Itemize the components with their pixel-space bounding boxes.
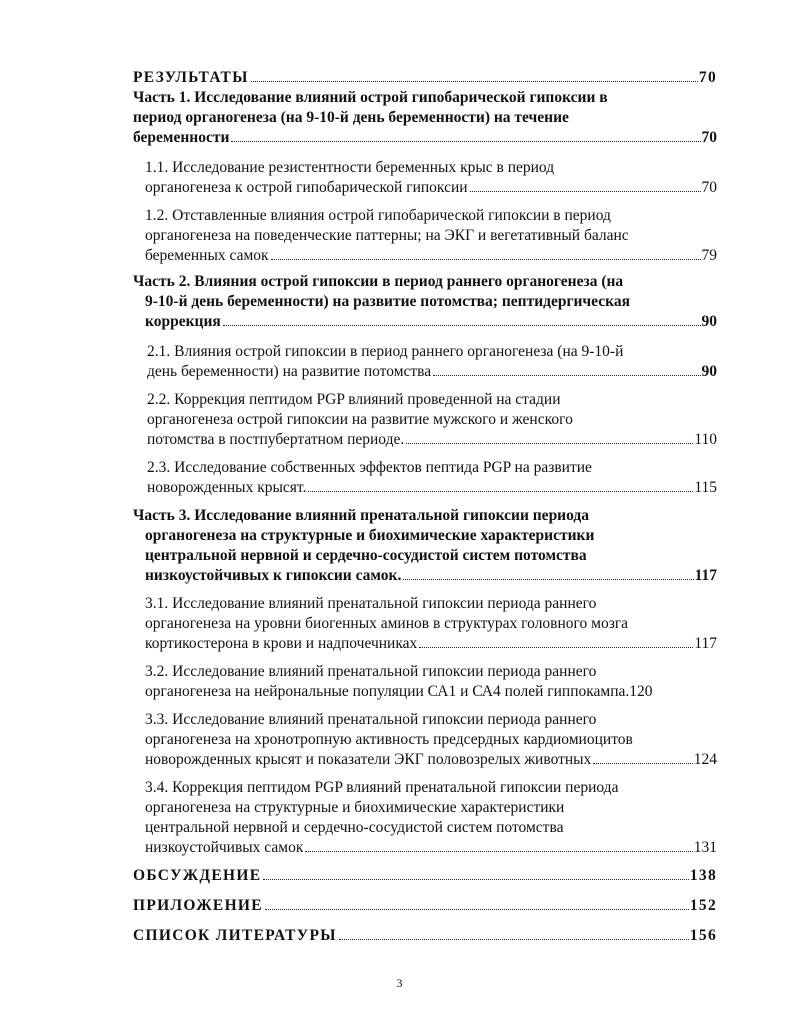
toc-page: 79 <box>701 247 717 264</box>
toc-section-3-3[interactable] <box>133 710 717 770</box>
toc-label: органогенеза к острой гипобарической гипоксии <box>145 179 468 196</box>
dot-leader <box>419 647 693 648</box>
toc-line: 2.3. Исследование собственных эффектов пептида PGP на развитие <box>147 459 592 476</box>
toc-page: 138 <box>689 867 717 884</box>
toc-page: 110 <box>694 431 717 448</box>
toc-page: 156 <box>689 927 717 944</box>
toc-page: 70 <box>701 129 717 146</box>
toc-line: 3.4. Коррекция пептидом PGP влияний пренатальной гипоксии периода <box>145 779 619 796</box>
toc-page: 124 <box>693 751 717 768</box>
toc-section-1-1[interactable] <box>133 158 717 198</box>
toc-line: Часть 1. Исследование влияний острой гипобарической гипоксии в <box>133 89 608 106</box>
toc-page: 90 <box>701 313 717 330</box>
toc-label: кортикостерона в крови и надпочечниках <box>145 635 418 652</box>
dot-leader <box>308 491 693 492</box>
dot-leader <box>403 579 693 580</box>
toc-line: центральной нервной и сердечно-сосудистой систем потомства <box>145 547 587 564</box>
toc-line: центральной нервной и сердечно-сосудистой систем потомства <box>145 819 564 836</box>
dot-leader <box>223 325 701 326</box>
toc-label: беременности <box>133 129 230 146</box>
toc-line: 2.2. Коррекция пептидом PGP влияний проведенной на стадии <box>147 391 561 408</box>
toc-line: органогенеза на поведенческие паттерны; на ЭКГ и вегетативный баланс <box>145 227 629 244</box>
toc-line: 2.1. Влияния острой гипоксии в период раннего органогенеза (на 9-10-й <box>147 343 624 360</box>
toc-results[interactable] <box>133 68 717 88</box>
toc-line: органогенеза острой гипоксии на развитие мужского и женского <box>147 411 573 428</box>
toc-line: Часть 3. Исследование влияний пренатальной гипоксии периода <box>133 507 590 524</box>
toc-section-1-2[interactable] <box>133 206 717 266</box>
toc-page: 70 <box>701 179 717 196</box>
toc-label: РЕЗУЛЬТАТЫ <box>133 69 249 86</box>
toc-page: 70 <box>698 69 717 86</box>
toc-section-3-1[interactable] <box>133 594 717 654</box>
dot-leader <box>339 939 689 940</box>
toc-discussion[interactable] <box>133 866 717 886</box>
toc-section-2-3[interactable] <box>133 458 717 498</box>
toc-label: коррекция <box>145 313 221 330</box>
toc-line: 3.1. Исследование влияний пренатальной гипоксии периода раннего <box>145 595 597 612</box>
toc-page: 90 <box>701 363 717 380</box>
dot-leader <box>470 191 701 192</box>
toc-line: период органогенеза (на 9-10-й день беременности) на течение <box>133 109 569 126</box>
toc-section-3-4[interactable] <box>133 778 717 858</box>
dot-leader <box>265 909 689 910</box>
toc-line: Часть 2. Влияния острой гипоксии в период раннего органогенеза (на <box>133 273 624 290</box>
toc-page: 117 <box>694 567 717 584</box>
toc-page: 131 <box>693 839 717 856</box>
dot-leader <box>263 879 689 880</box>
toc-label: низкоустойчивых к гипоксии самок. <box>145 567 402 584</box>
page-number: 3 <box>396 976 403 990</box>
toc-section-2-1[interactable] <box>133 342 717 382</box>
toc-label: низкоустойчивых самок <box>145 839 304 856</box>
toc-label: СПИСОК ЛИТЕРАТУРЫ <box>133 927 337 944</box>
dot-leader <box>593 763 692 764</box>
toc-line: органогенеза на уровни биогенных аминов в структурах головного мозга <box>145 615 629 632</box>
toc-line: 9-10-й день беременности) на развитие потомства; пептидергическая <box>145 293 630 310</box>
toc-label: день беременности) на развитие потомства <box>147 363 432 380</box>
table-of-contents <box>133 68 717 946</box>
dot-leader <box>406 443 693 444</box>
toc-part3[interactable] <box>133 506 717 586</box>
toc-line: 1.1. Исследование резистентности беременных крыс в период <box>145 159 555 176</box>
toc-section-2-2[interactable] <box>133 390 717 450</box>
dot-leader <box>305 851 692 852</box>
toc-page: 152 <box>689 897 717 914</box>
toc-page: 115 <box>694 479 717 496</box>
toc-page: 120 <box>629 683 653 700</box>
dot-leader <box>271 259 701 260</box>
toc-page: 117 <box>694 635 717 652</box>
dot-leader <box>231 141 700 142</box>
toc-line: органогенеза на структурные и биохимические характеристики <box>145 799 565 816</box>
toc-label: органогенеза на нейрональные популяции СА1 и СА4 полей гиппокампа. <box>145 683 630 700</box>
toc-label: потомства в постпубертатном периоде. <box>147 431 405 448</box>
dot-leader <box>433 375 700 376</box>
toc-part2[interactable] <box>133 272 717 332</box>
toc-label: беременных самок <box>145 247 269 264</box>
toc-label: новорожденных крысят. <box>147 479 307 496</box>
toc-line: 1.2. Отставленные влияния острой гипобарической гипоксии в период <box>145 207 611 224</box>
toc-references[interactable] <box>133 926 717 946</box>
toc-section-3-2[interactable] <box>133 662 717 702</box>
toc-part1[interactable] <box>133 88 717 148</box>
toc-line: органогенеза на структурные и биохимические характеристики <box>145 527 595 544</box>
toc-label: ПРИЛОЖЕНИЕ <box>133 897 263 914</box>
toc-line: органогенеза на хронотропную активность предсердных кардиомиоцитов <box>145 731 633 748</box>
toc-appendix[interactable] <box>133 896 717 916</box>
toc-label: ОБСУЖДЕНИЕ <box>133 867 262 884</box>
toc-line: 3.3. Исследование влияний пренатальной гипоксии периода раннего <box>145 711 597 728</box>
dot-leader <box>251 81 698 82</box>
toc-label: новорожденных крысят и показатели ЭКГ половозрелых животных <box>145 751 592 768</box>
toc-line: 3.2. Исследование влияний пренатальной гипоксии периода раннего <box>145 663 597 680</box>
